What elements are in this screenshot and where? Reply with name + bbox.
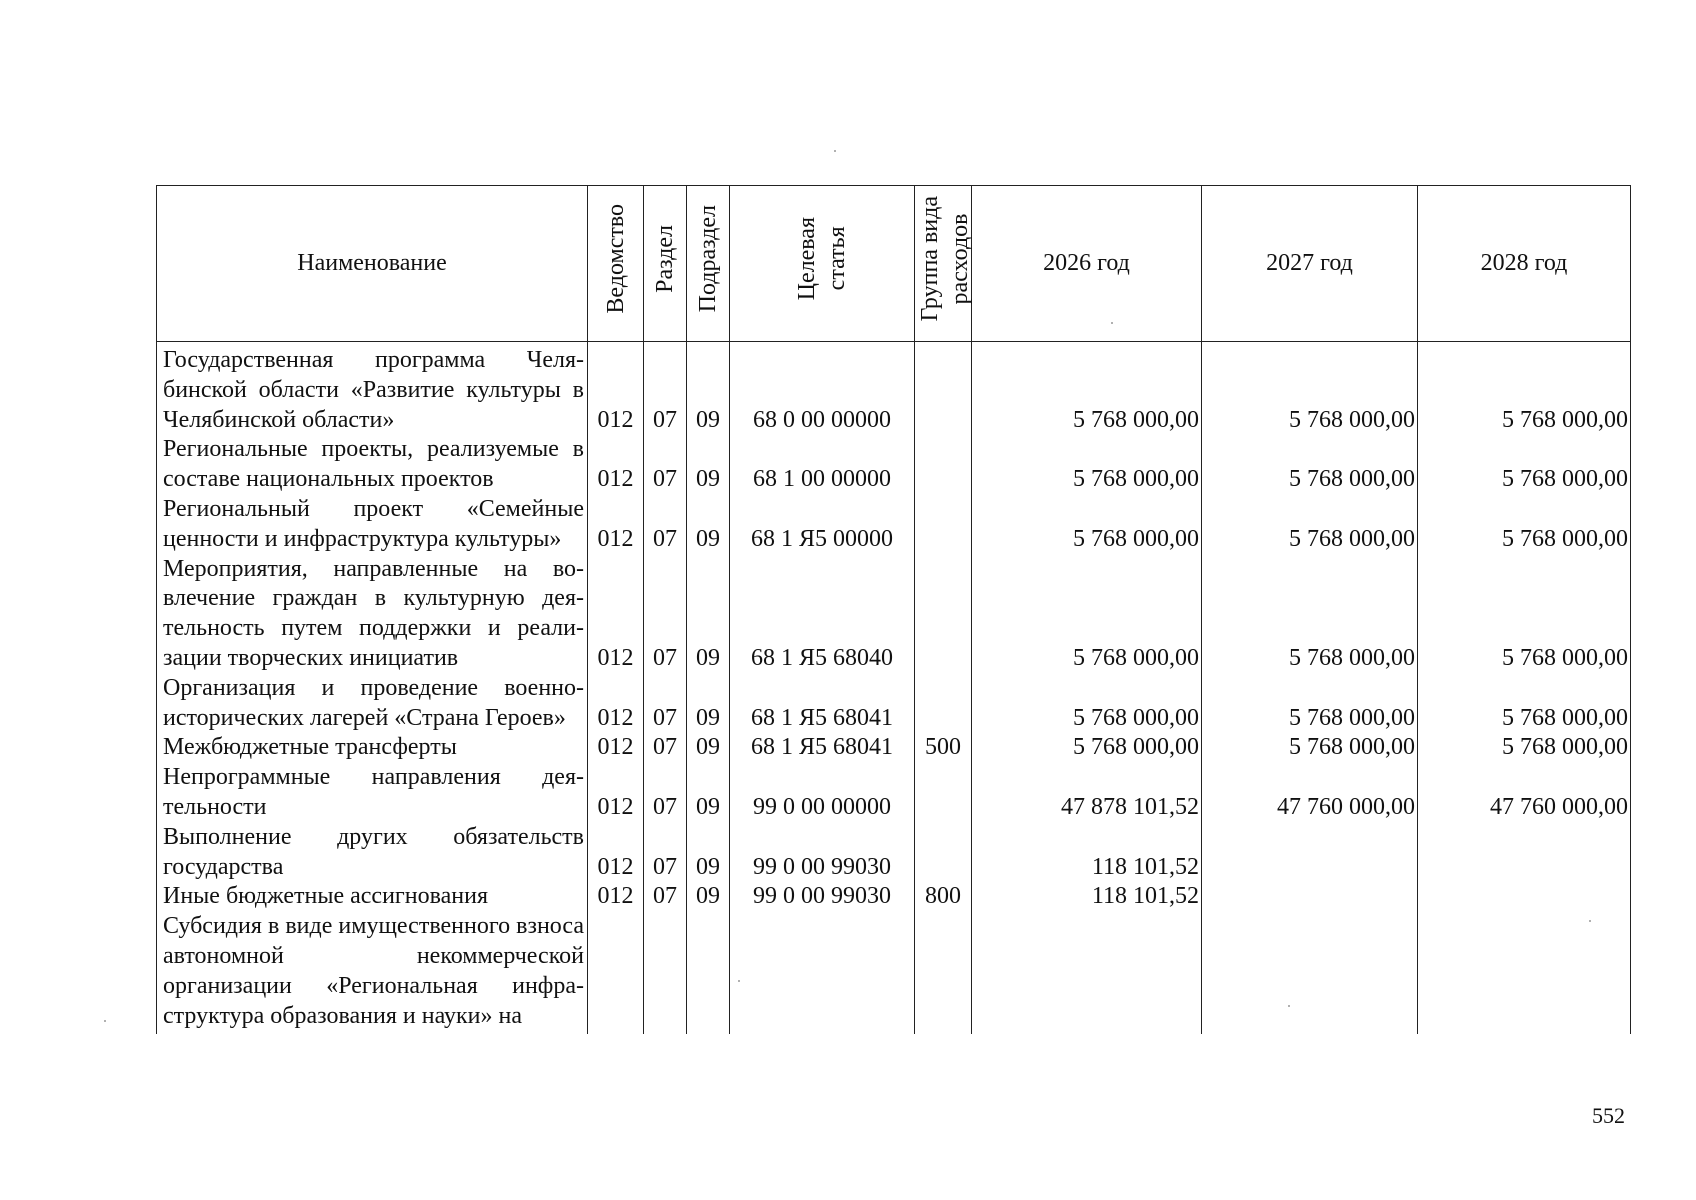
row-name: Непрограммные направления деятельности	[157, 763, 588, 823]
row-2026: 5 768 000,00	[972, 435, 1202, 495]
budget-table	[156, 185, 1631, 1034]
row-razdel: 07	[644, 882, 687, 912]
row-razdel: 07	[644, 555, 687, 674]
row-razdel: 07	[644, 763, 687, 823]
row-celevaya-statya: 68 1 Я5 68040	[730, 555, 915, 674]
header-celevaya-line1: Целевая	[794, 217, 820, 301]
row-2028	[1418, 912, 1631, 1034]
row-podrazdel: 09	[687, 823, 730, 883]
row-name: Мероприятия, направленные на вовлечение граждан в культурную деятельность путем поддержки и реализации творческих инициатив	[157, 555, 588, 674]
row-2026: 118 101,52	[972, 882, 1202, 912]
row-vedomstvo: 012	[588, 435, 644, 495]
row-2026	[972, 912, 1202, 1034]
row-2028: 5 768 000,00	[1418, 555, 1631, 674]
row-razdel: 07	[644, 674, 687, 734]
row-celevaya-statya	[730, 912, 915, 1034]
scan-speck	[1589, 920, 1591, 922]
row-vedomstvo: 012	[588, 674, 644, 734]
header-vedomstvo	[588, 186, 644, 342]
row-name: Иные бюджетные ассигнования	[157, 882, 588, 912]
row-vedomstvo: 012	[588, 495, 644, 555]
row-name: Межбюджетные трансферты	[157, 733, 588, 763]
row-gruppa	[915, 674, 972, 734]
header-name	[157, 186, 588, 342]
row-gruppa	[915, 763, 972, 823]
header-2026	[972, 186, 1202, 342]
row-gruppa: 500	[915, 733, 972, 763]
row-celevaya-statya: 99 0 00 99030	[730, 882, 915, 912]
header-podrazdel	[687, 186, 730, 342]
row-vedomstvo: 012	[588, 763, 644, 823]
row-gruppa	[915, 555, 972, 674]
row-2027: 5 768 000,00	[1202, 435, 1418, 495]
header-razdel	[644, 186, 687, 342]
row-2027: 47 760 000,00	[1202, 763, 1418, 823]
row-2028	[1418, 882, 1631, 912]
row-vedomstvo: 012	[588, 882, 644, 912]
row-name: Государственная программа Челябинской области «Развитие культуры в Челябинской области»	[157, 342, 588, 436]
row-2026: 5 768 000,00	[972, 495, 1202, 555]
row-gruppa	[915, 823, 972, 883]
scan-speck	[834, 150, 836, 152]
row-2026: 5 768 000,00	[972, 342, 1202, 436]
row-razdel: 07	[644, 733, 687, 763]
table-row	[157, 733, 1631, 763]
table-header-row	[157, 186, 1631, 342]
row-name: Региональный проект «Семейные ценности и инфраструктура культуры»	[157, 495, 588, 555]
row-gruppa	[915, 495, 972, 555]
row-celevaya-statya: 68 0 00 00000	[730, 342, 915, 436]
row-vedomstvo: 012	[588, 555, 644, 674]
row-2027	[1202, 823, 1418, 883]
row-gruppa	[915, 342, 972, 436]
scan-speck	[104, 1020, 106, 1022]
row-2028: 47 760 000,00	[1418, 763, 1631, 823]
row-2027	[1202, 882, 1418, 912]
row-2027: 5 768 000,00	[1202, 674, 1418, 734]
header-2028	[1418, 186, 1631, 342]
row-2027	[1202, 912, 1418, 1034]
table-row	[157, 823, 1631, 883]
row-podrazdel: 09	[687, 435, 730, 495]
row-name: Субсидия в виде имущественного взноса автономной некоммерческой организации «Региональная инфраструктура образования и науки» на	[157, 912, 588, 1034]
scan-speck	[738, 980, 740, 982]
header-podrazdel-label: Подраздел	[695, 205, 721, 313]
header-gruppa-line1: Группа вида	[917, 196, 943, 322]
row-2028	[1418, 823, 1631, 883]
table-row	[157, 435, 1631, 495]
row-celevaya-statya: 99 0 00 00000	[730, 763, 915, 823]
row-podrazdel: 09	[687, 555, 730, 674]
row-celevaya-statya: 68 1 Я5 68041	[730, 674, 915, 734]
row-2028: 5 768 000,00	[1418, 674, 1631, 734]
row-celevaya-statya: 99 0 00 99030	[730, 823, 915, 883]
row-2027: 5 768 000,00	[1202, 733, 1418, 763]
row-celevaya-statya: 68 1 Я5 68041	[730, 733, 915, 763]
row-razdel: 07	[644, 823, 687, 883]
header-vedomstvo-label: Ведомство	[602, 204, 629, 314]
table-row	[157, 912, 1631, 1034]
header-2026-label: 2026 год	[1043, 249, 1130, 276]
header-celevaya-line2: статья	[824, 227, 850, 292]
row-2028: 5 768 000,00	[1418, 342, 1631, 436]
row-2026: 47 878 101,52	[972, 763, 1202, 823]
row-celevaya-statya: 68 1 00 00000	[730, 435, 915, 495]
row-2028: 5 768 000,00	[1418, 435, 1631, 495]
table-row	[157, 342, 1631, 436]
row-2027: 5 768 000,00	[1202, 495, 1418, 555]
scan-speck	[1111, 322, 1113, 324]
row-gruppa: 800	[915, 882, 972, 912]
row-vedomstvo: 012	[588, 823, 644, 883]
page-number: 552	[1592, 1103, 1625, 1128]
row-razdel: 07	[644, 435, 687, 495]
row-gruppa	[915, 912, 972, 1034]
row-podrazdel: 09	[687, 674, 730, 734]
row-podrazdel: 09	[687, 495, 730, 555]
scan-speck	[1288, 1005, 1290, 1007]
row-2026: 5 768 000,00	[972, 733, 1202, 763]
row-podrazdel: 09	[687, 763, 730, 823]
table-row	[157, 495, 1631, 555]
table-row	[157, 763, 1631, 823]
row-vedomstvo: 012	[588, 342, 644, 436]
header-gruppa-label	[915, 196, 975, 321]
table-row	[157, 882, 1631, 912]
row-podrazdel: 09	[687, 733, 730, 763]
header-celevaya-statya	[730, 186, 915, 342]
header-2028-label: 2028 год	[1480, 249, 1568, 276]
row-2026: 5 768 000,00	[972, 674, 1202, 734]
row-2026: 118 101,52	[972, 823, 1202, 883]
row-2028: 5 768 000,00	[1418, 495, 1631, 555]
header-name-label: Наименование	[297, 249, 447, 276]
row-vedomstvo: 012	[588, 733, 644, 763]
row-name: Выполнение других обязательств государства	[157, 823, 588, 883]
row-vedomstvo	[588, 912, 644, 1034]
header-gruppa-line2: расходов	[947, 213, 973, 305]
row-2027: 5 768 000,00	[1202, 555, 1418, 674]
row-name: Организация и проведение военно-исторических лагерей «Страна Героев»	[157, 674, 588, 734]
row-2027: 5 768 000,00	[1202, 342, 1418, 436]
header-celevaya-label	[792, 217, 852, 300]
row-celevaya-statya: 68 1 Я5 00000	[730, 495, 915, 555]
row-podrazdel: 09	[687, 882, 730, 912]
table-row	[157, 555, 1631, 674]
table-row	[157, 674, 1631, 734]
row-podrazdel: 09	[687, 342, 730, 436]
header-gruppa-vida-rashodov	[915, 186, 972, 342]
row-2026: 5 768 000,00	[972, 555, 1202, 674]
row-podrazdel	[687, 912, 730, 1034]
row-name: Региональные проекты, реализуемые в составе национальных проектов	[157, 435, 588, 495]
row-gruppa	[915, 435, 972, 495]
header-2027	[1202, 186, 1418, 342]
row-razdel: 07	[644, 495, 687, 555]
header-razdel-label: Раздел	[652, 225, 678, 294]
header-2027-label: 2027 год	[1266, 249, 1353, 276]
row-razdel: 07	[644, 342, 687, 436]
row-2028: 5 768 000,00	[1418, 733, 1631, 763]
row-razdel	[644, 912, 687, 1034]
